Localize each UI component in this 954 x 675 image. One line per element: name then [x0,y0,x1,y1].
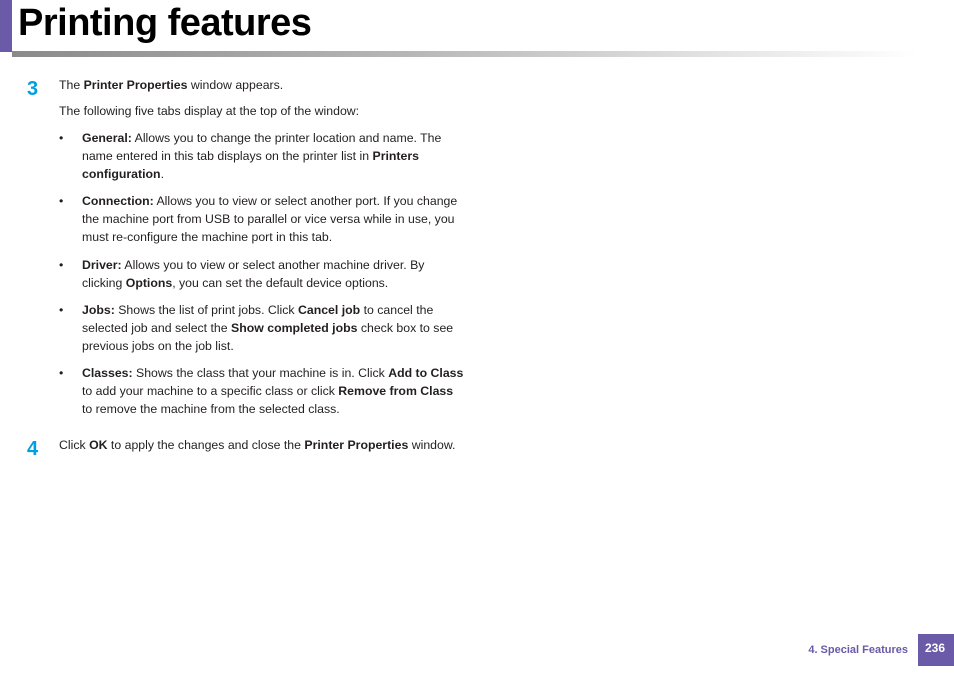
page-number-badge [918,634,954,666]
step-number: 4 [27,438,39,460]
footer-section-label: 4. Special Features [808,644,908,656]
step-3-tabs-intro: The following five tabs display at the top of the window: [59,104,360,118]
page-header [0,0,954,60]
bullet-icon: • [59,131,64,145]
step-3-intro: The Printer Properties window appears. [59,78,284,92]
step-4-text: Click OK to apply the changes and close the Printer Properties window. [59,438,456,452]
bullet-icon: • [59,194,64,208]
bullet-icon: • [59,303,64,317]
bullet-icon: • [59,366,64,380]
bullet-icon: • [59,258,64,272]
title-divider [12,51,917,57]
page-title: Printing features [18,2,312,44]
page-number: 236 [924,641,946,655]
header-accent-bar [0,0,12,52]
step-number: 3 [27,78,39,100]
